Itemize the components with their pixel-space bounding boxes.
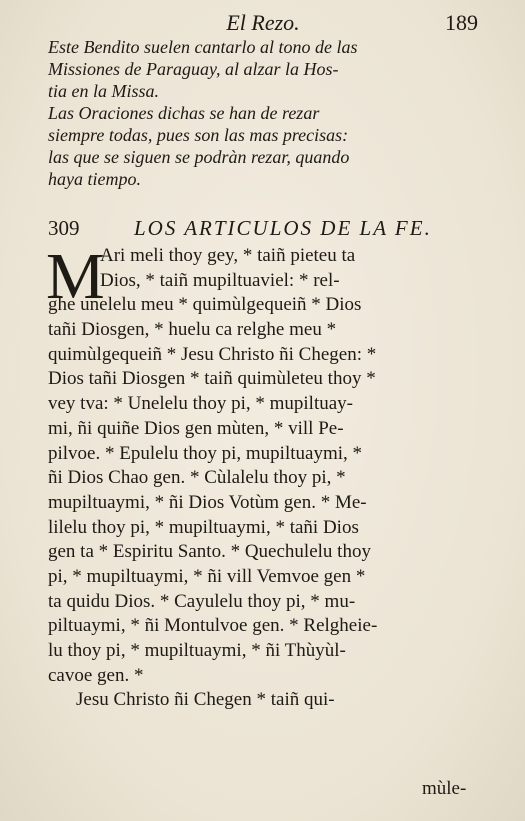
body-line: mupiltuaymi, * ñi Dios Votùm gen. * Me- bbox=[48, 491, 367, 513]
section-number: 309 bbox=[48, 216, 80, 240]
note-line: tia en la Missa. bbox=[48, 81, 159, 101]
body-line: lilelu thoy pi, * mupiltuaymi, * tañi Dios bbox=[48, 516, 359, 538]
body-line: ta quidu Dios. * Cayulelu thoy pi, * mu- bbox=[48, 590, 356, 612]
body-text bbox=[46, 240, 478, 713]
body-line: Ari meli thoy gey, * taiñ pieteu ta bbox=[100, 245, 356, 266]
italic-note bbox=[48, 36, 478, 190]
body-line: tañi Diosgen, * huelu ca relghe meu * bbox=[48, 319, 337, 341]
body-line: lu thoy pi, * mupiltuaymi, * ñi Thùyùl- bbox=[48, 640, 346, 661]
note-line: Las Oraciones dichas se han de rezar bbox=[48, 103, 320, 123]
page-number: 189 bbox=[445, 10, 478, 35]
body-line: Dios tañi Diosgen * taiñ quimùleteu thoy * bbox=[48, 368, 376, 390]
body-line: mi, ñi quiñe Dios gen mùten, * vill Pe- bbox=[48, 417, 344, 439]
catchword: mùle- bbox=[422, 778, 467, 799]
note-line: las que se siguen se podràn rezar, quando bbox=[48, 147, 350, 167]
drop-cap: M bbox=[46, 240, 105, 313]
body-line: vey tva: * Unelelu thoy pi, * mupiltuay- bbox=[48, 393, 354, 415]
body-line: gen ta * Espiritu Santo. * Quechulelu thoy bbox=[48, 541, 371, 563]
body-line: piltuaymi, * ñi Montulvoe gen. * Relgheie- bbox=[48, 615, 378, 637]
note-line: siempre todas, pues son las mas precisas: bbox=[48, 125, 349, 145]
note-line: Este Bendito suelen cantarlo al tono de las bbox=[48, 37, 358, 57]
note-line: haya tiempo. bbox=[48, 169, 141, 189]
body-line: pilvoe. * Epulelu thoy pi, mupiltuaymi, * bbox=[48, 442, 363, 464]
section-heading bbox=[48, 216, 478, 244]
body-line: ñi Dios Chao gen. * Cùlalelu thoy pi, * bbox=[48, 467, 346, 489]
body-line: Jesu Christo ñi Chegen * taiñ qui- bbox=[76, 689, 335, 711]
body-line: cavoe gen. * bbox=[48, 664, 144, 686]
body-line: Dios, * taiñ mupiltuaviel: * rel- bbox=[100, 269, 340, 291]
body-line: ghe unelelu meu * quimùlgequeiñ * Dios bbox=[48, 294, 362, 316]
body-line: quimùlgequeiñ * Jesu Christo ñi Chegen: * bbox=[48, 343, 377, 365]
running-head: El Rezo. bbox=[226, 10, 300, 35]
section-title: LOS ARTICULOS DE LA FE. bbox=[134, 216, 432, 240]
note-line: Missiones de Paraguay, al alzar la Hos- bbox=[48, 59, 339, 79]
body-line: pi, * mupiltuaymi, * ñi vill Vemvoe gen * bbox=[48, 565, 366, 587]
page-header bbox=[48, 10, 478, 38]
